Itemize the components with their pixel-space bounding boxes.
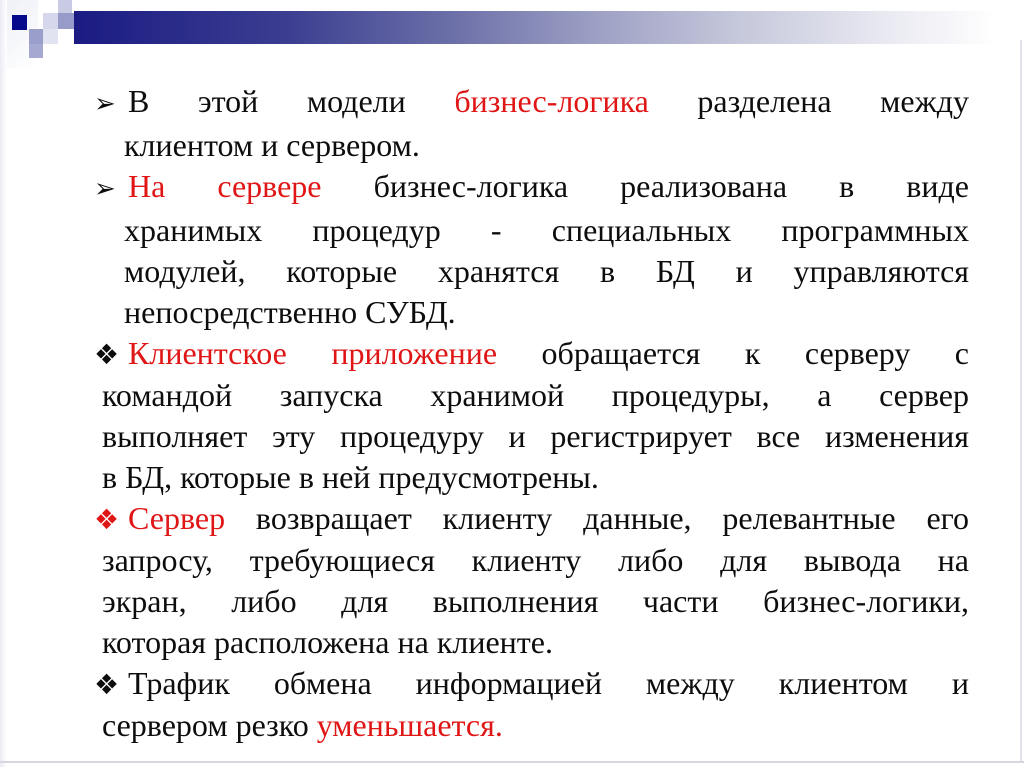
pixel-square	[43, 29, 58, 44]
bullet-paragraph	[94, 333, 969, 498]
text-segment: Клиентское приложение	[128, 335, 498, 371]
arrow-bullet-icon: ➢	[94, 89, 116, 119]
text-line	[124, 210, 969, 251]
left-edge-strip	[0, 0, 7, 767]
text-line	[124, 292, 969, 333]
text-line	[94, 81, 969, 125]
right-edge-line	[1020, 40, 1022, 763]
text-segment: бизнес-логика	[454, 83, 649, 119]
bullet-paragraph	[94, 663, 969, 746]
pixel-square	[29, 44, 43, 58]
text-segment: бизнес-логика реализована в виде	[321, 168, 970, 204]
text-segment: хранимых процедур - специальных программных	[124, 212, 969, 248]
arrow-bullet-icon: ➢	[94, 174, 116, 204]
pixel-square	[29, 29, 43, 44]
text-line	[102, 416, 969, 457]
pixel-square	[58, 0, 72, 13]
text-segment: обращается к серверу с	[497, 335, 970, 371]
text-segment: На сервере	[128, 168, 322, 204]
text-line	[124, 125, 969, 166]
text-segment: выполняет эту процедуру и регистрирует все изменения	[102, 418, 969, 454]
bullet-paragraph	[94, 498, 969, 663]
text-segment: непосредственно СУБД.	[124, 294, 456, 330]
text-line	[102, 622, 969, 663]
text-line	[94, 663, 969, 705]
diamond-bullet-icon: ❖	[94, 668, 120, 701]
pixel-square	[58, 13, 74, 29]
text-line	[102, 540, 969, 581]
text-line	[94, 333, 969, 375]
diamond-bullet-icon: ❖	[94, 503, 120, 536]
text-segment: Сервер	[128, 500, 226, 536]
text-segment: уменьшается.	[316, 707, 503, 743]
bullet-paragraph	[94, 166, 969, 333]
slide-body-text	[94, 81, 969, 746]
text-line	[94, 498, 969, 540]
text-segment: модулей, которые хранятся в БД и управляются	[124, 253, 969, 289]
bottom-edge-line	[0, 761, 1024, 763]
text-segment: экран, либо для выполнения части бизнес-логики,	[102, 583, 969, 619]
text-segment: В этой модели	[128, 83, 455, 119]
header-bar	[74, 11, 1024, 44]
text-segment: которая расположена на клиенте.	[102, 624, 553, 660]
text-segment: клиентом и сервером.	[124, 127, 420, 163]
text-segment: запросу, требующиеся клиенту либо для вывода на	[102, 542, 969, 578]
text-segment: сервером резко	[102, 707, 317, 743]
diamond-bullet-icon: ❖	[94, 338, 120, 371]
text-segment: Трафик обмена информацией между клиентом и	[128, 665, 969, 701]
text-segment: возвращает клиенту данные, релевантные его	[225, 500, 969, 536]
text-line	[124, 251, 969, 292]
text-segment: командой запуска хранимой процедуры, а сервер	[102, 377, 969, 413]
text-line	[102, 705, 969, 746]
text-segment: в БД, которые в ней предусмотрены.	[102, 459, 599, 495]
pixel-square	[12, 15, 27, 30]
text-line	[102, 581, 969, 622]
text-segment: разделена между	[648, 83, 970, 119]
bullet-paragraph	[94, 81, 969, 166]
pixel-square	[43, 13, 58, 29]
text-line	[102, 457, 969, 498]
text-line	[94, 166, 969, 210]
text-line	[102, 375, 969, 416]
